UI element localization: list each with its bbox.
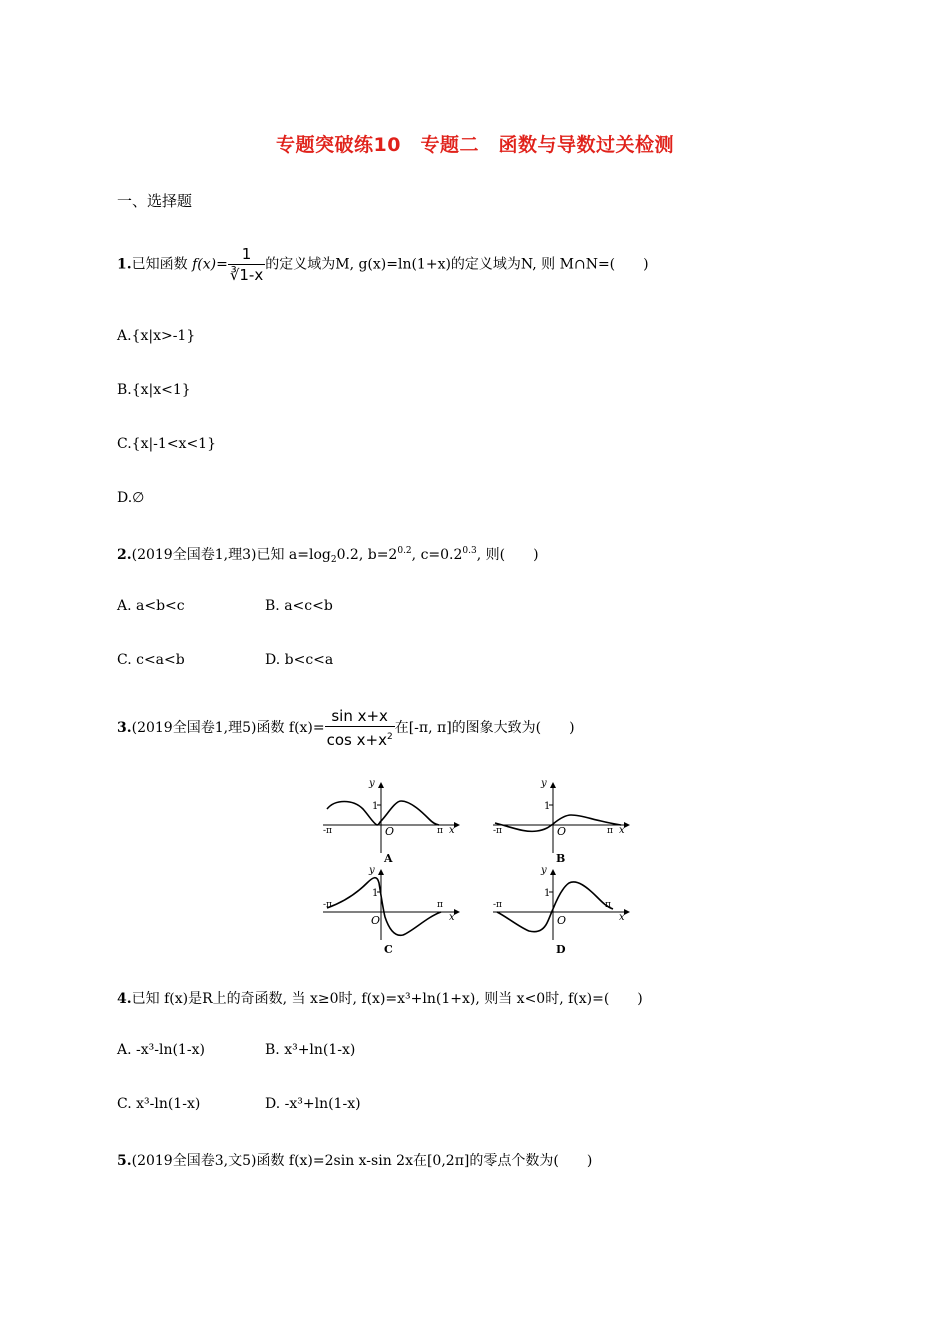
question-3 — [117, 706, 575, 750]
question-number: 5. — [117, 1153, 132, 1169]
curve-a — [327, 801, 439, 825]
option-a: A. a<b<c — [117, 598, 185, 614]
x-axis-label: x — [619, 912, 625, 923]
y-axis-label: y — [369, 865, 375, 876]
exponent: 0.3 — [462, 546, 477, 556]
fraction-denominator — [325, 727, 395, 750]
option-d: D. -x³+ln(1-x) — [265, 1096, 361, 1112]
question-text: 的定义域为M, g(x)=ln(1+x)的定义域为N, 则 M∩N=( ) — [265, 256, 649, 273]
question-text: (2019全国卷1,理5)函数 f(x)= — [131, 720, 325, 736]
x-tick-right: π — [607, 826, 613, 836]
origin-label: O — [371, 914, 381, 927]
x-tick-right: π — [437, 900, 443, 910]
exponent: 2 — [386, 732, 393, 742]
question-text: (2019全国卷1,理3)已知 a=log — [131, 547, 331, 563]
option-c: C. c<a<b — [117, 652, 185, 668]
graph-label: D — [556, 943, 566, 956]
graph-c — [323, 865, 459, 956]
y-tick-label: 1 — [372, 888, 379, 899]
x-tick-left: -π — [493, 826, 502, 836]
y-axis-label: y — [541, 865, 547, 876]
page-title: 专题突破练10 专题二 函数与导数过关检测 — [276, 134, 674, 156]
fraction-denominator: ∛1-x — [229, 266, 264, 284]
option-d: D.∅ — [117, 490, 145, 506]
origin-label: O — [385, 825, 395, 838]
y-tick-label: 1 — [544, 801, 551, 812]
graph-b — [493, 778, 629, 865]
option-d: D. b<c<a — [265, 652, 334, 668]
origin-label: O — [557, 825, 567, 838]
x-tick-right: π — [437, 826, 443, 836]
curve-c — [327, 878, 441, 936]
question-text: 0.2, b=2 — [336, 547, 398, 563]
curve-d — [497, 882, 613, 932]
question-5 — [117, 1150, 592, 1170]
fraction — [325, 706, 395, 750]
option-c: C.{x|-1<x<1} — [117, 436, 216, 452]
y-tick-label: 1 — [544, 888, 551, 899]
x-tick-left: -π — [323, 900, 332, 910]
question-text: 已知 f(x)是R上的奇函数, 当 x≥0时, f(x)=x³+ln(1+x), 则当 x<0时, f(x)=( ) — [131, 991, 643, 1007]
x-axis-label: x — [449, 825, 455, 836]
y-tick-label: 1 — [372, 801, 379, 812]
equals-sign: = — [216, 256, 228, 273]
y-axis-label: y — [541, 778, 547, 789]
fraction-numerator: sin x+x — [325, 706, 395, 727]
option-a: A.{x|x>-1} — [117, 328, 196, 344]
fraction-numerator: 1 — [228, 244, 265, 265]
graph-label: B — [556, 852, 566, 865]
question-2 — [117, 544, 539, 565]
option-b: B.{x|x<1} — [117, 382, 191, 398]
x-tick-left: -π — [323, 826, 332, 836]
question-text: , 则( ) — [476, 547, 539, 563]
graph-d — [493, 865, 629, 956]
function-graphs — [315, 775, 635, 960]
log-base: 2 — [330, 555, 337, 565]
graph-label: A — [384, 852, 393, 865]
question-number: 1. — [117, 256, 132, 273]
question-text: , c=0.2 — [411, 547, 463, 563]
option-b: B. x³+ln(1-x) — [265, 1042, 356, 1058]
question-number: 2. — [117, 547, 132, 563]
origin-label: O — [557, 914, 567, 927]
option-b: B. a<c<b — [265, 598, 333, 614]
graph-label: C — [384, 943, 393, 956]
x-tick-right: π — [605, 900, 611, 910]
section-heading: 一、选择题 — [117, 192, 193, 210]
question-text: 已知函数 — [131, 256, 193, 273]
x-tick-left: -π — [493, 900, 502, 910]
option-c: C. x³-ln(1-x) — [117, 1096, 201, 1112]
y-axis-label: y — [369, 778, 375, 789]
question-1 — [117, 244, 649, 285]
x-axis-label: x — [449, 912, 455, 923]
question-4 — [117, 988, 643, 1008]
denominator-text: cos x+x — [326, 731, 387, 749]
option-a: A. -x³-ln(1-x) — [117, 1042, 205, 1058]
question-number: 4. — [117, 991, 132, 1007]
function-name: f(x) — [192, 256, 217, 273]
fraction — [228, 244, 265, 285]
exponent: 0.2 — [397, 546, 412, 556]
question-text: (2019全国卷3,文5)函数 f(x)=2sin x-sin 2x在[0,2π]的零点个数为( ) — [131, 1153, 593, 1169]
question-text: 在[-π, π]的图象大致为( ) — [394, 720, 575, 736]
graph-a — [323, 778, 459, 865]
x-axis-label: x — [619, 825, 625, 836]
question-number: 3. — [117, 720, 132, 736]
